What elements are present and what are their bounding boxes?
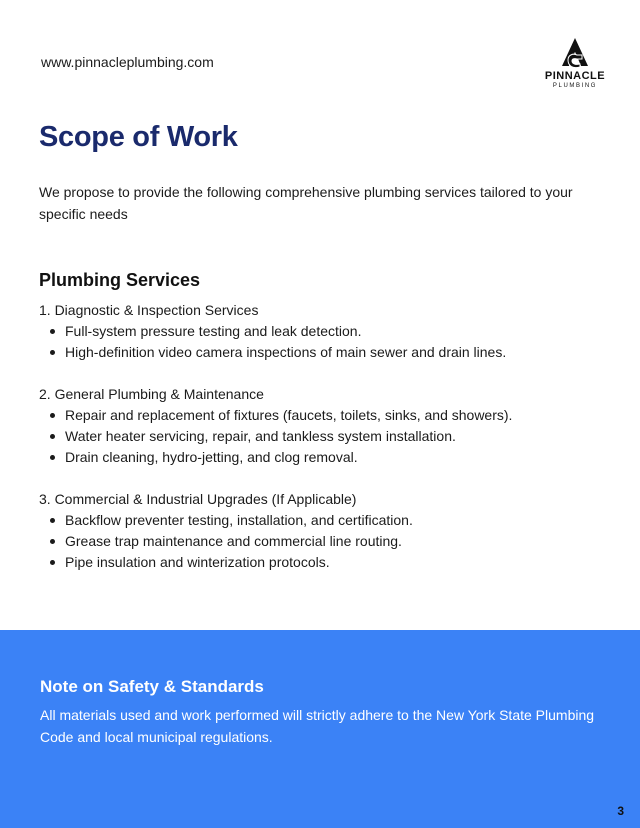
- list-item: [39, 510, 619, 531]
- list-item-text: Full-system pressure testing and leak detection.: [65, 323, 362, 339]
- list-item: [39, 531, 619, 552]
- page-number: 3: [617, 804, 624, 818]
- service-group: [39, 300, 619, 363]
- bullet-icon: [50, 434, 55, 439]
- list-item-text: Backflow preventer testing, installation, and certification.: [65, 512, 413, 528]
- page-title: Scope of Work: [39, 121, 238, 153]
- bullet-icon: [50, 350, 55, 355]
- note-title: Note on Safety & Standards: [40, 677, 264, 696]
- list-item-text: Grease trap maintenance and commercial line routing.: [65, 533, 402, 549]
- list-item-text: High-definition video camera inspections of main sewer and drain lines.: [65, 344, 507, 360]
- note-text: All materials used and work performed will strictly adhere to the New York State Plumbing Code and local municipal regulations.: [40, 707, 595, 745]
- service-group: [39, 384, 619, 468]
- bullet-icon: [50, 539, 55, 544]
- safety-note-panel: [0, 630, 640, 828]
- list-item: [39, 405, 619, 426]
- service-group: [39, 489, 619, 573]
- list-item-text: Water heater servicing, repair, and tankless system installation.: [65, 428, 456, 444]
- bullet-icon: [50, 518, 55, 523]
- bullet-icon: [50, 329, 55, 334]
- services-list: [39, 300, 619, 594]
- bullet-icon: [50, 560, 55, 565]
- bullet-icon: [50, 455, 55, 460]
- list-item: [39, 426, 619, 447]
- section-heading: Plumbing Services: [39, 270, 201, 290]
- list-item-text: Pipe insulation and winterization protocols.: [65, 554, 330, 570]
- service-group-title: 3. Commercial & Industrial Upgrades (If Applicable): [39, 491, 357, 507]
- list-item: [39, 552, 619, 573]
- list-item: [39, 342, 619, 363]
- bullet-icon: [50, 413, 55, 418]
- mountain-pipe-icon: [558, 36, 592, 70]
- service-group-title: 1. Diagnostic & Inspection Services: [39, 302, 259, 318]
- intro-paragraph: We propose to provide the following comprehensive plumbing services tailored to your specific needs: [39, 184, 573, 222]
- website-url[interactable]: www.pinnacleplumbing.com: [41, 54, 214, 70]
- logo-subtitle: PLUMBING: [552, 83, 598, 89]
- list-item-text: Drain cleaning, hydro-jetting, and clog removal.: [65, 449, 358, 465]
- list-item: [39, 321, 619, 342]
- logo-name: PINNACLE: [544, 70, 606, 82]
- company-logo: [540, 36, 610, 90]
- service-group-title: 2. General Plumbing & Maintenance: [39, 386, 264, 402]
- list-item-text: Repair and replacement of fixtures (faucets, toilets, sinks, and showers).: [65, 407, 513, 423]
- list-item: [39, 447, 619, 468]
